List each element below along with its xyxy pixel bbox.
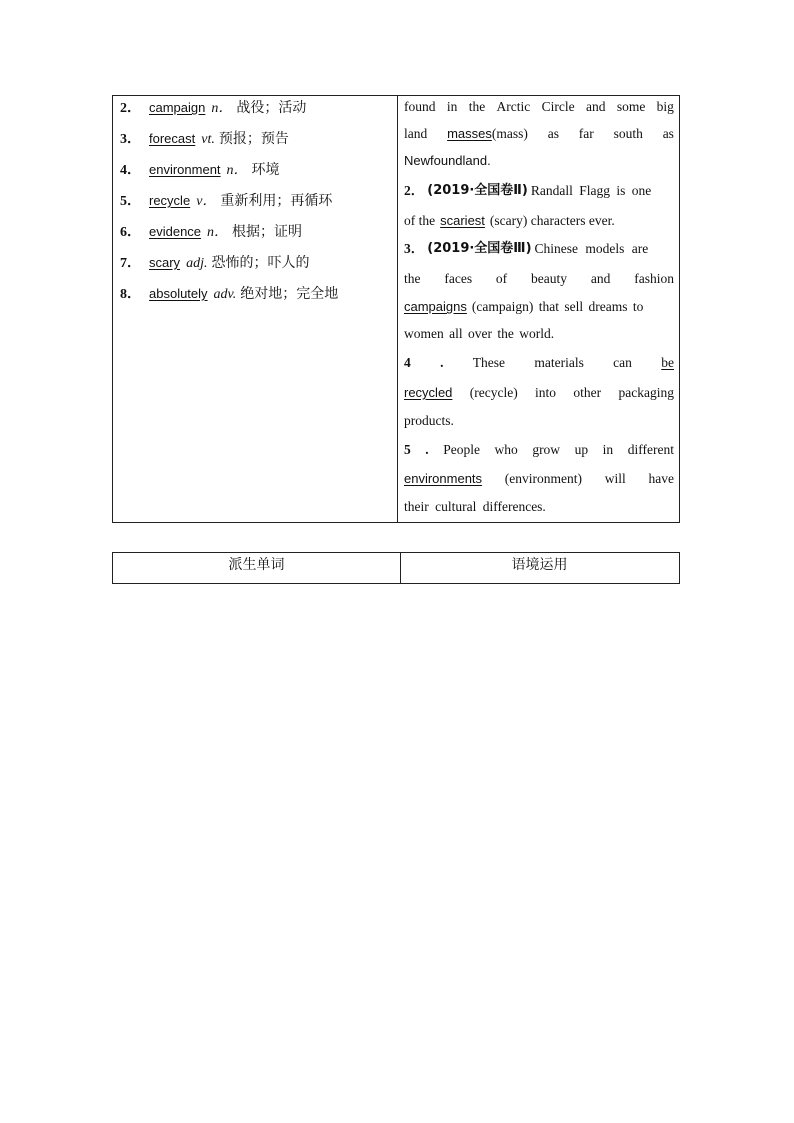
sentence-text: (scary) characters ever. bbox=[489, 213, 615, 228]
sentence-text: Chinese models are bbox=[534, 241, 649, 256]
sentence-line bbox=[404, 324, 674, 344]
word: materials bbox=[534, 355, 584, 370]
sentence-text: women all over the world. bbox=[404, 326, 555, 341]
word: faces bbox=[444, 271, 473, 286]
word: grow bbox=[532, 442, 561, 457]
vocab-item bbox=[120, 128, 289, 150]
word: other bbox=[573, 385, 602, 400]
sentence-line bbox=[404, 269, 674, 289]
column-divider bbox=[397, 96, 398, 522]
word: People bbox=[443, 442, 480, 457]
word: These bbox=[472, 355, 506, 370]
hint-text: (mass) bbox=[491, 126, 528, 141]
word: Circle bbox=[541, 99, 575, 114]
sentence-text: of the bbox=[404, 213, 436, 228]
answer-blank bbox=[447, 124, 528, 144]
word: (recycle) bbox=[469, 385, 518, 400]
sentence-text: products. bbox=[404, 413, 454, 428]
sentence-line bbox=[404, 497, 674, 517]
sentence-line bbox=[404, 411, 674, 431]
word: some bbox=[616, 99, 646, 114]
sentence-line bbox=[404, 211, 674, 231]
item-number: 4． bbox=[120, 163, 141, 178]
word: who bbox=[494, 442, 518, 457]
word: found bbox=[404, 99, 436, 114]
vocab-item bbox=[120, 97, 306, 119]
item-number: 3． bbox=[404, 241, 425, 256]
sentence-line bbox=[404, 297, 674, 317]
word: into bbox=[535, 385, 557, 400]
meaning: 预报；预告 bbox=[218, 131, 289, 147]
sentence-line bbox=[404, 151, 674, 171]
meaning: 根据；证明 bbox=[232, 224, 303, 240]
word: up bbox=[574, 442, 589, 457]
meaning: 恐怖的；吓人的 bbox=[211, 255, 310, 271]
word: in bbox=[602, 442, 614, 457]
word: big bbox=[656, 99, 674, 114]
sentence-line bbox=[404, 440, 674, 460]
vocab-word: forecast bbox=[149, 131, 196, 146]
answer-text: scariest bbox=[440, 213, 485, 228]
answer-text: masses bbox=[447, 126, 492, 141]
sentence-line bbox=[404, 383, 674, 403]
item-dot: . bbox=[440, 355, 444, 370]
sentence-line bbox=[404, 97, 674, 117]
part-of-speech: adv. bbox=[213, 287, 237, 302]
sentence-line bbox=[404, 181, 674, 201]
answer-text: be bbox=[661, 355, 674, 370]
vocab-item bbox=[120, 252, 309, 274]
part-of-speech: n． bbox=[211, 101, 233, 116]
word: as bbox=[547, 126, 559, 141]
item-number: 5． bbox=[120, 194, 141, 209]
vocab-word: scary bbox=[149, 255, 181, 270]
word: far bbox=[578, 126, 594, 141]
word: fashion bbox=[634, 271, 674, 286]
item-number: 7． bbox=[120, 256, 141, 271]
part-of-speech: n． bbox=[207, 225, 229, 240]
source-label: (2019·全国卷Ⅲ) bbox=[427, 241, 532, 256]
word: as bbox=[662, 126, 674, 141]
meaning: 环境 bbox=[251, 162, 280, 178]
vocab-word: absolutely bbox=[149, 286, 208, 301]
word: and bbox=[585, 99, 606, 114]
word: Arctic bbox=[496, 99, 531, 114]
item-number: 2． bbox=[120, 101, 141, 116]
word: can bbox=[613, 355, 632, 370]
source-label: (2019·全国卷Ⅱ) bbox=[427, 183, 528, 198]
word: the bbox=[404, 271, 421, 286]
word: in bbox=[446, 99, 458, 114]
item-number: 3． bbox=[120, 132, 141, 147]
word: different bbox=[627, 442, 674, 457]
vocab-item bbox=[120, 221, 302, 243]
word: packaging bbox=[618, 385, 674, 400]
item-number: 4 bbox=[404, 355, 411, 370]
item-number: 8． bbox=[120, 287, 141, 302]
sentence-text: (campaign) that sell dreams to bbox=[471, 299, 644, 314]
derived-words-table bbox=[112, 552, 680, 584]
word: Newfoundland. bbox=[404, 153, 491, 168]
answer-text: campaigns bbox=[404, 299, 467, 314]
sentence-line bbox=[404, 239, 674, 259]
vocab-word: recycle bbox=[149, 193, 191, 208]
sentence-line bbox=[404, 353, 674, 373]
vocab-word: environment bbox=[149, 162, 221, 177]
sentence-text: their cultural differences. bbox=[404, 499, 546, 514]
item-number: 2． bbox=[404, 183, 425, 198]
sentence-line bbox=[404, 124, 674, 144]
meaning: 重新利用；再循环 bbox=[220, 193, 333, 209]
word: land bbox=[404, 126, 428, 141]
meaning: 绝对地；完全地 bbox=[240, 286, 339, 302]
word: (environment) bbox=[504, 471, 583, 486]
vocab-word: evidence bbox=[149, 224, 202, 239]
answer-text: recycled bbox=[404, 385, 453, 400]
part-of-speech: v． bbox=[196, 194, 217, 209]
header-context-usage: 语境运用 bbox=[511, 557, 568, 573]
word: the bbox=[468, 99, 486, 114]
item-number: 5 bbox=[404, 442, 411, 457]
vocab-item bbox=[120, 159, 280, 181]
part-of-speech: vt. bbox=[201, 132, 215, 147]
word: will bbox=[604, 471, 626, 486]
word: and bbox=[590, 271, 611, 286]
vocab-table bbox=[112, 95, 680, 523]
vocab-item bbox=[120, 283, 338, 305]
vocab-item bbox=[120, 190, 332, 212]
item-dot: . bbox=[425, 442, 429, 457]
word: have bbox=[648, 471, 674, 486]
word: south bbox=[613, 126, 643, 141]
part-of-speech: n． bbox=[226, 163, 248, 178]
meaning: 战役；活动 bbox=[236, 100, 307, 116]
answer-text: environments bbox=[404, 471, 483, 486]
word: of bbox=[495, 271, 508, 286]
part-of-speech: adj. bbox=[186, 256, 208, 271]
word: beauty bbox=[531, 271, 568, 286]
header-derived-words: 派生单词 bbox=[228, 557, 285, 573]
item-number: 6． bbox=[120, 225, 141, 240]
sentence-line bbox=[404, 469, 674, 489]
vocab-word: campaign bbox=[149, 100, 206, 115]
sentence-text: Randall Flagg is one bbox=[530, 183, 652, 198]
